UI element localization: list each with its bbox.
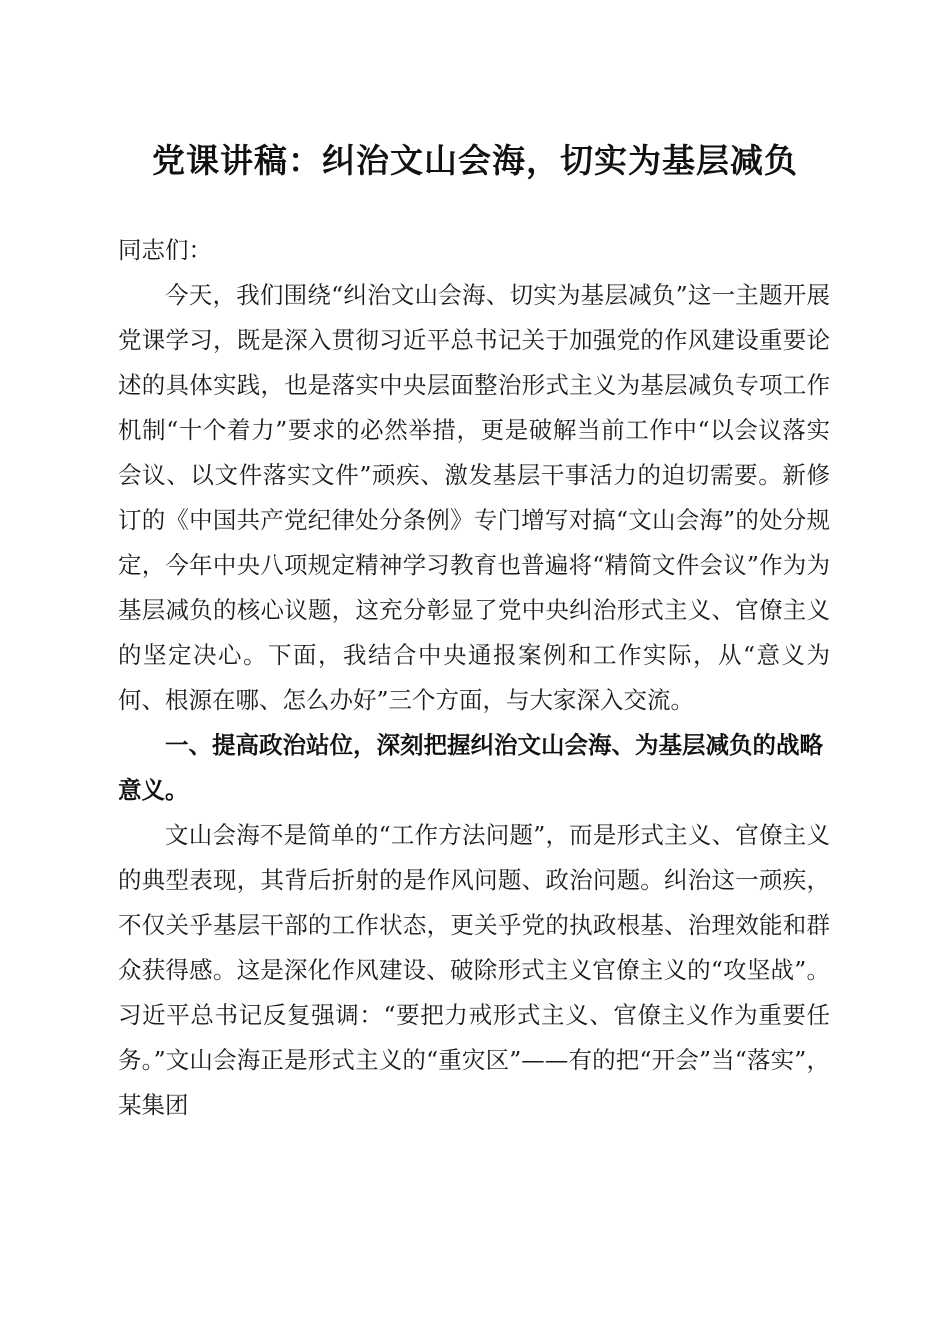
section-heading-1: 一、提高政治站位，深刻把握纠治文山会海、为基层减负的战略意义。 bbox=[118, 731, 823, 804]
section-1-paragraph: 文山会海不是简单的“工作方法问题”，而是形式主义、官僚主义的典型表现，其背后折射的是作风问题、政治问题。纠治这一顽疾，不仅关乎基层干部的工作状态，更关乎党的执政根基、治理效能和群众获得感。这是深化作风建设、破除形式主义官僚主义的“攻坚战”。习近平总书记反复强调：“要把力戒形式主义、官僚主义作为重要任务。”文山会海正是形式主义的“重灾区”——有的把“开会”当“落实”，某集团 bbox=[118, 821, 830, 1119]
document-title: 党课讲稿：纠治文山会海，切实为基层减负 bbox=[152, 141, 798, 180]
salutation: 同志们： bbox=[118, 236, 212, 264]
document-body bbox=[118, 228, 830, 1128]
intro-paragraph: 今天，我们围绕“纠治文山会海、切实为基层减负”这一主题开展党课学习，既是深入贯彻习近平总书记关于加强党的作风建设重要论述的具体实践，也是落实中央层面整治形式主义为基层减负专项工作机制“十个着力”要求的必然举措，更是破解当前工作中“以会议落实会议、以文件落实文件”顽疾、激发基层干事活力的迫切需要。新修订的《中国共产党纪律处分条例》专门增写对搞“文山会海”的处分规定，今年中央八项规定精神学习教育也普遍将“精简文件会议”作为为基层减负的核心议题，这充分彰显了党中央纠治形式主义、官僚主义的坚定决心。下面，我结合中央通报案例和工作实际，从“意义为何、根源在哪、怎么办好”三个方面，与大家深入交流。 bbox=[118, 281, 830, 714]
